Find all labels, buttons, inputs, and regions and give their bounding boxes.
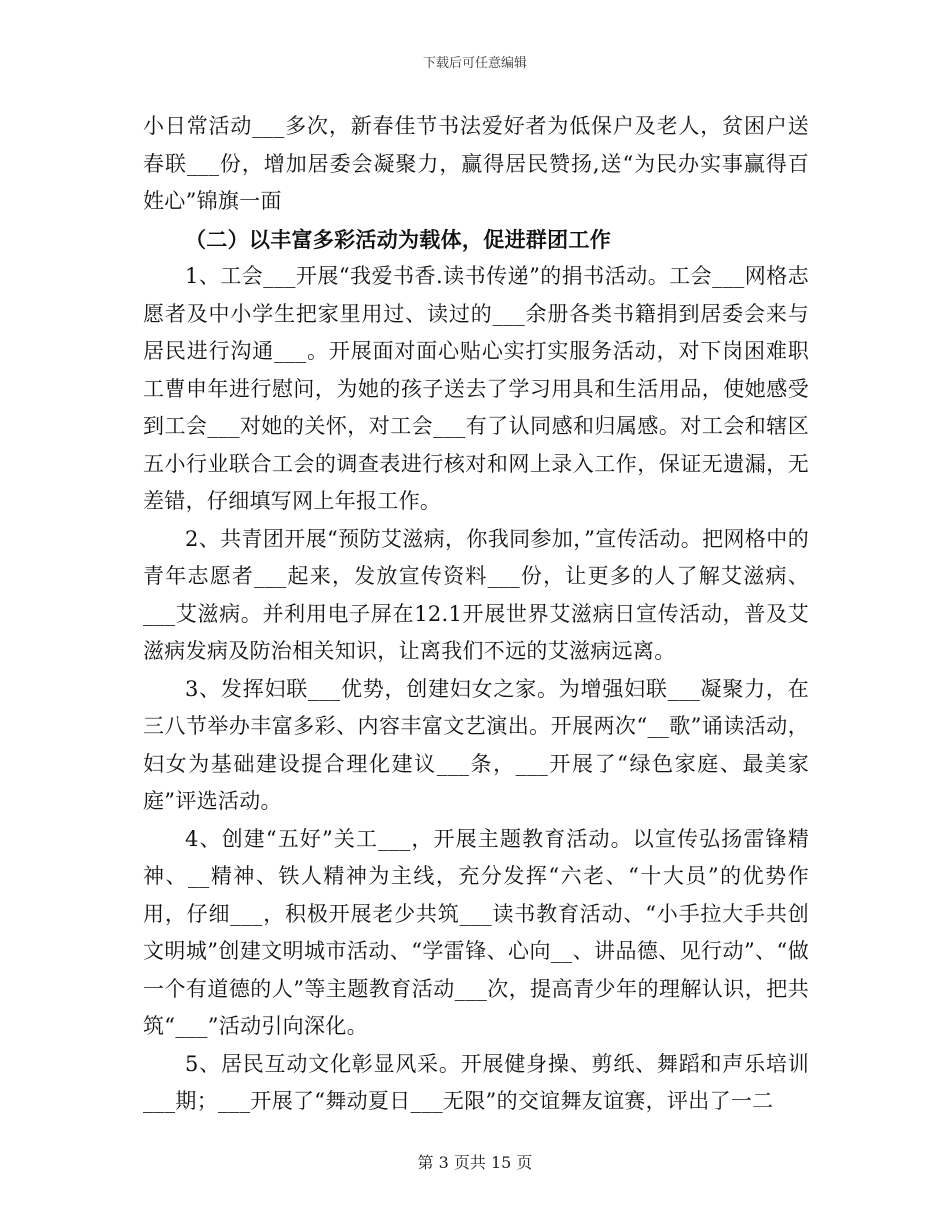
paragraph-elder-care: 4、创建“五好”关工___，开展主题教育活动。以宣传弘扬雷锋精神、__精神、铁人精神为主线，充分发挥“六老、“十大员”的优势作用，仔细___，积极开展老少共筑___读书教育活动、“小手拉大手共创文明城”创建文明城市活动、“学雷锋、心向__、讲品德、见行动”、“做一个有道德的人”等主题教育活动___次，提高青少年的理解认识，把共筑“___”活动引向深化。 (143, 826, 809, 1038)
page-footer: 第 3 页共 15 页 (417, 1153, 533, 1172)
page-header: 下载后可任意编辑 (422, 56, 527, 71)
paragraph-continuation: 小日常活动___多次，新春佳节书法爱好者为低保户及老人，贫困户送春联___份，增加居委会凝聚力，赢得居民赞扬,送“为民办实事赢得百姓心”锦旗一面 (143, 114, 809, 213)
document-body (143, 108, 809, 1121)
section-heading: （二）以丰富多彩活动为载体，促进群团工作 (185, 226, 611, 252)
paragraph-culture: 5、居民互动文化彰显风采。开展健身操、剪纸、舞蹈和声乐培训___期；___开展了“舞动夏日___无限”的交谊舞友谊赛，评出了一二 (143, 1051, 809, 1113)
paragraph-youth-league: 2、共青团开展“预防艾滋病，你我同参加，”宣传活动。把网格中的青年志愿者___起来，发放宣传资料___份，让更多的人了解艾滋病、___艾滋病。并利用电子屏在12.1开展世界艾滋病日宣传活动，普及艾滋病发病及防治相关知识，让离我们不远的艾滋病远离。 (143, 526, 809, 663)
paragraph-womens-federation: 3、发挥妇联___优势，创建妇女之家。为增强妇联___凝聚力，在三八节举办丰富多彩、内容丰富文艺演出。开展两次“__歌”诵读活动，妇女为基础建设提合理化建议___条，___开展了“绿色家庭、最美家庭”评选活动。 (143, 676, 809, 813)
paragraph-union: 1、工会___开展“我爱书香.读书传递”的捐书活动。工会___网格志愿者及中小学生把家里用过、读过的___余册各类书籍捐到居委会来与居民进行沟通___。开展面对面心贴心实打实服务活动，对下岗困难职工曹申年进行慰问，为她的孩子送去了学习用具和生活用品，使她感受到工会___对她的关怀，对工会___有了认同感和归属感。对工会和辖区五小行业联合工会的调查表进行核对和网上录入工作，保证无遗漏，无差错，仔细填写网上年报工作。 (143, 264, 809, 513)
